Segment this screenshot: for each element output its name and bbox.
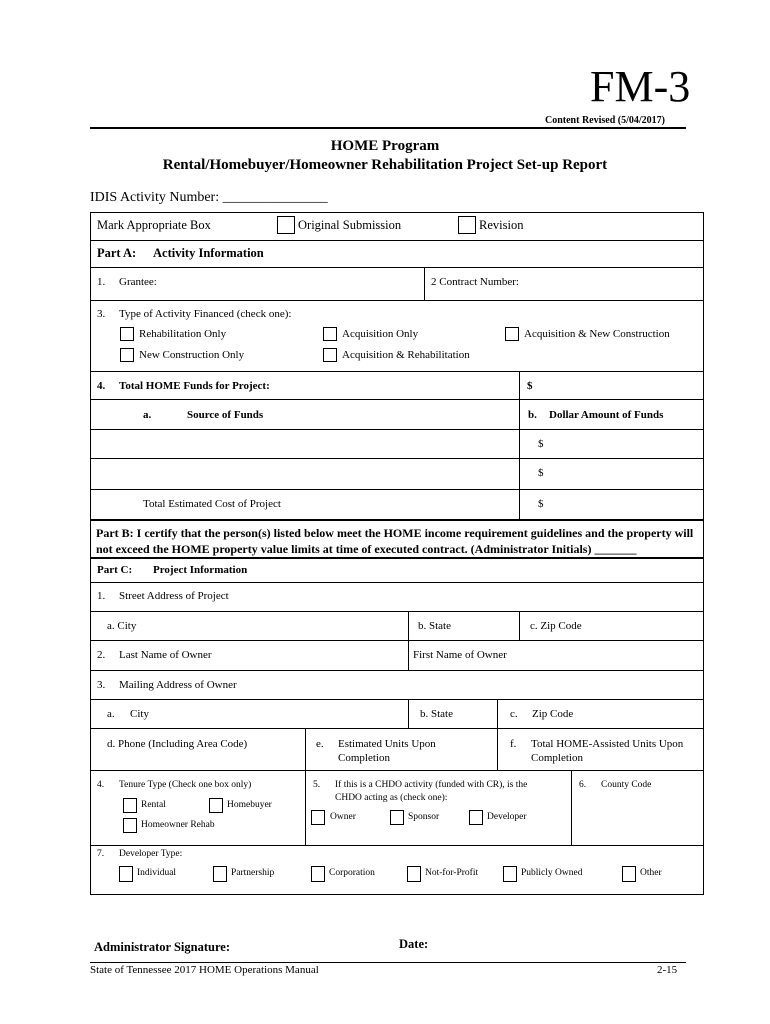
street-address-number: 1. — [97, 590, 106, 602]
contract-number-label[interactable]: 2 Contract Number: — [431, 276, 519, 288]
page-subtitle: Rental/Homebuyer/Homeowner Rehabilitation Project Set-up Report — [162, 157, 608, 173]
source-row-1-dollar[interactable]: $ — [538, 438, 544, 450]
owner-number: 2. — [97, 649, 106, 661]
activity-type-number: 3. — [97, 308, 106, 320]
chdo-sponsor-label: Sponsor — [408, 812, 440, 822]
page-title: HOME Program — [330, 138, 440, 154]
activity-type-label: Type of Activity Financed (check one): — [119, 308, 292, 320]
rehab-only-checkbox[interactable] — [120, 327, 134, 341]
new-construction-label: New Construction Only — [139, 349, 245, 361]
acq-rehab-label: Acquisition & Rehabilitation — [342, 349, 470, 361]
col-divider — [571, 770, 572, 845]
individual-checkbox[interactable] — [119, 866, 133, 882]
revision-label: Revision — [479, 218, 524, 232]
mark-box-label: Mark Appropriate Box — [97, 218, 211, 232]
partnership-label: Partnership — [231, 868, 275, 878]
row-divider — [90, 557, 703, 559]
row-divider — [90, 845, 703, 846]
not-for-profit-label: Not-for-Profit — [425, 868, 479, 878]
homebuyer-label: Homebuyer — [227, 800, 272, 810]
street-address-label[interactable]: Street Address of Project — [119, 590, 229, 602]
source-a-marker: a. — [143, 409, 152, 421]
acquisition-only-checkbox[interactable] — [323, 327, 337, 341]
tenure-type-label: Tenure Type (Check one box only) — [119, 780, 252, 790]
row-divider — [90, 267, 703, 268]
acq-new-construction-checkbox[interactable] — [505, 327, 519, 341]
partnership-checkbox[interactable] — [213, 866, 227, 882]
home-assisted-units-label[interactable]: Total HOME-Assisted Units Upon — [531, 738, 684, 750]
col-divider — [519, 371, 520, 519]
row-divider — [90, 640, 703, 641]
zip-code-label[interactable]: c. Zip Code — [530, 620, 582, 632]
developer-type-number: 7. — [97, 849, 105, 859]
county-code-label[interactable]: County Code — [601, 780, 652, 790]
chdo-number: 5. — [313, 780, 321, 790]
form-id: FM-3 — [590, 62, 691, 111]
acq-new-construction-label: Acquisition & New Construction — [524, 328, 670, 340]
row-divider — [90, 770, 703, 771]
part-c-title: Part C: — [97, 564, 133, 576]
mail-city-marker: a. — [107, 708, 115, 720]
first-name-label[interactable]: First Name of Owner — [413, 649, 507, 661]
chdo-developer-checkbox[interactable] — [469, 810, 483, 825]
source-of-funds-header: Source of Funds — [187, 409, 264, 421]
county-number: 6. — [579, 780, 587, 790]
chdo-owner-checkbox[interactable] — [311, 810, 325, 825]
individual-label: Individual — [137, 868, 177, 878]
chdo-developer-label: Developer — [487, 812, 527, 822]
col-divider — [497, 699, 498, 770]
grantee-label[interactable]: Grantee: — [119, 276, 157, 288]
rehab-only-label: Rehabilitation Only — [139, 328, 227, 340]
homeowner-rehab-label: Homeowner Rehab — [141, 820, 215, 830]
row-divider — [90, 699, 703, 700]
col-divider — [305, 770, 306, 845]
dollar-amount-header: Dollar Amount of Funds — [549, 409, 664, 421]
last-name-label[interactable]: Last Name of Owner — [119, 649, 212, 661]
row-divider — [90, 582, 703, 583]
publicly-owned-label: Publicly Owned — [521, 868, 583, 878]
state-label[interactable]: b. State — [418, 620, 451, 632]
col-divider — [424, 267, 425, 300]
homebuyer-checkbox[interactable] — [209, 798, 223, 813]
col-divider — [519, 611, 520, 640]
phone-label[interactable]: d. Phone (Including Area Code) — [107, 738, 248, 750]
estimated-units-label[interactable]: Estimated Units Upon — [338, 738, 436, 750]
corporation-label: Corporation — [329, 868, 375, 878]
col-divider — [305, 728, 306, 770]
part-c-subtitle: Project Information — [153, 564, 248, 576]
home-assisted-units-label-2: Completion — [531, 752, 583, 764]
row-divider — [90, 519, 703, 521]
chdo-question-line-2: CHDO acting as (check one): — [335, 793, 448, 803]
row-divider — [90, 670, 703, 671]
mail-state-label[interactable]: b. State — [420, 708, 453, 720]
home-funds-label: Total HOME Funds for Project: — [119, 380, 270, 392]
row-divider — [90, 458, 703, 459]
home-funds-number: 4. — [97, 380, 106, 392]
mail-zip-label[interactable]: Zip Code — [532, 708, 574, 720]
other-label: Other — [640, 868, 662, 878]
amount-b-marker: b. — [528, 409, 537, 421]
total-estimated-cost-dollar[interactable]: $ — [538, 498, 544, 510]
acq-rehab-checkbox[interactable] — [323, 348, 337, 362]
original-submission-checkbox[interactable] — [277, 216, 295, 234]
row-divider — [90, 371, 703, 372]
part-a-subtitle: Activity Information — [153, 246, 264, 260]
rental-checkbox[interactable] — [123, 798, 137, 813]
mail-zip-marker: c. — [510, 708, 518, 720]
part-b-certification: Part B: I certify that the person(s) listed below meet the HOME income requirement guidelines and the property will not exceed the HOME property value limits at time of executed contract. (Administrator Initials) _______ — [96, 526, 694, 556]
row-divider — [90, 728, 703, 729]
row-divider — [90, 399, 703, 400]
developer-type-label: Developer Type: — [119, 849, 183, 859]
col-divider — [408, 611, 409, 670]
chdo-owner-label: Owner — [330, 812, 356, 822]
mailing-number: 3. — [97, 679, 106, 691]
new-construction-checkbox[interactable] — [120, 348, 134, 362]
part-a-title: Part A: — [97, 246, 137, 260]
content-revised-date: Content Revised (5/04/2017) — [545, 115, 665, 126]
row-divider — [90, 240, 703, 241]
homeowner-rehab-checkbox[interactable] — [123, 818, 137, 833]
mailing-address-label[interactable]: Mailing Address of Owner — [119, 679, 237, 691]
rental-label: Rental — [141, 800, 166, 810]
row-divider — [90, 300, 703, 301]
home-assisted-marker: f. — [510, 738, 517, 750]
not-for-profit-checkbox[interactable] — [407, 866, 421, 882]
acquisition-only-label: Acquisition Only — [342, 328, 419, 340]
row-divider — [90, 429, 703, 430]
publicly-owned-checkbox[interactable] — [503, 866, 517, 882]
tenure-number: 4. — [97, 780, 105, 790]
mail-city-label[interactable]: City — [130, 708, 149, 720]
row-divider — [90, 611, 703, 612]
footer-page-number: 2-15 — [657, 964, 678, 976]
signature-date-label[interactable]: Date: — [399, 937, 429, 951]
city-label[interactable]: a. City — [107, 620, 137, 632]
row-divider — [90, 489, 703, 490]
units-marker: e. — [316, 738, 324, 750]
chdo-question-line-1: If this is a CHDO activity (funded with CR), is the — [335, 780, 528, 790]
grantee-number: 1. — [97, 276, 106, 288]
header-rule — [90, 127, 686, 129]
source-row-2-dollar[interactable]: $ — [538, 467, 544, 479]
original-submission-label: Original Submission — [298, 218, 402, 232]
total-estimated-cost-label: Total Estimated Cost of Project — [143, 498, 281, 510]
estimated-units-label-2: Completion — [338, 752, 390, 764]
revision-checkbox[interactable] — [458, 216, 476, 234]
other-checkbox[interactable] — [622, 866, 636, 882]
corporation-checkbox[interactable] — [311, 866, 325, 882]
col-divider — [408, 699, 409, 728]
footer-rule — [90, 962, 686, 963]
chdo-sponsor-checkbox[interactable] — [390, 810, 404, 825]
home-funds-dollar[interactable]: $ — [527, 380, 533, 392]
administrator-signature-label[interactable]: Administrator Signature: — [94, 940, 230, 954]
footer-manual-name: State of Tennessee 2017 HOME Operations Manual — [90, 964, 319, 976]
idis-activity-number[interactable]: IDIS Activity Number: _______________ — [90, 190, 328, 205]
